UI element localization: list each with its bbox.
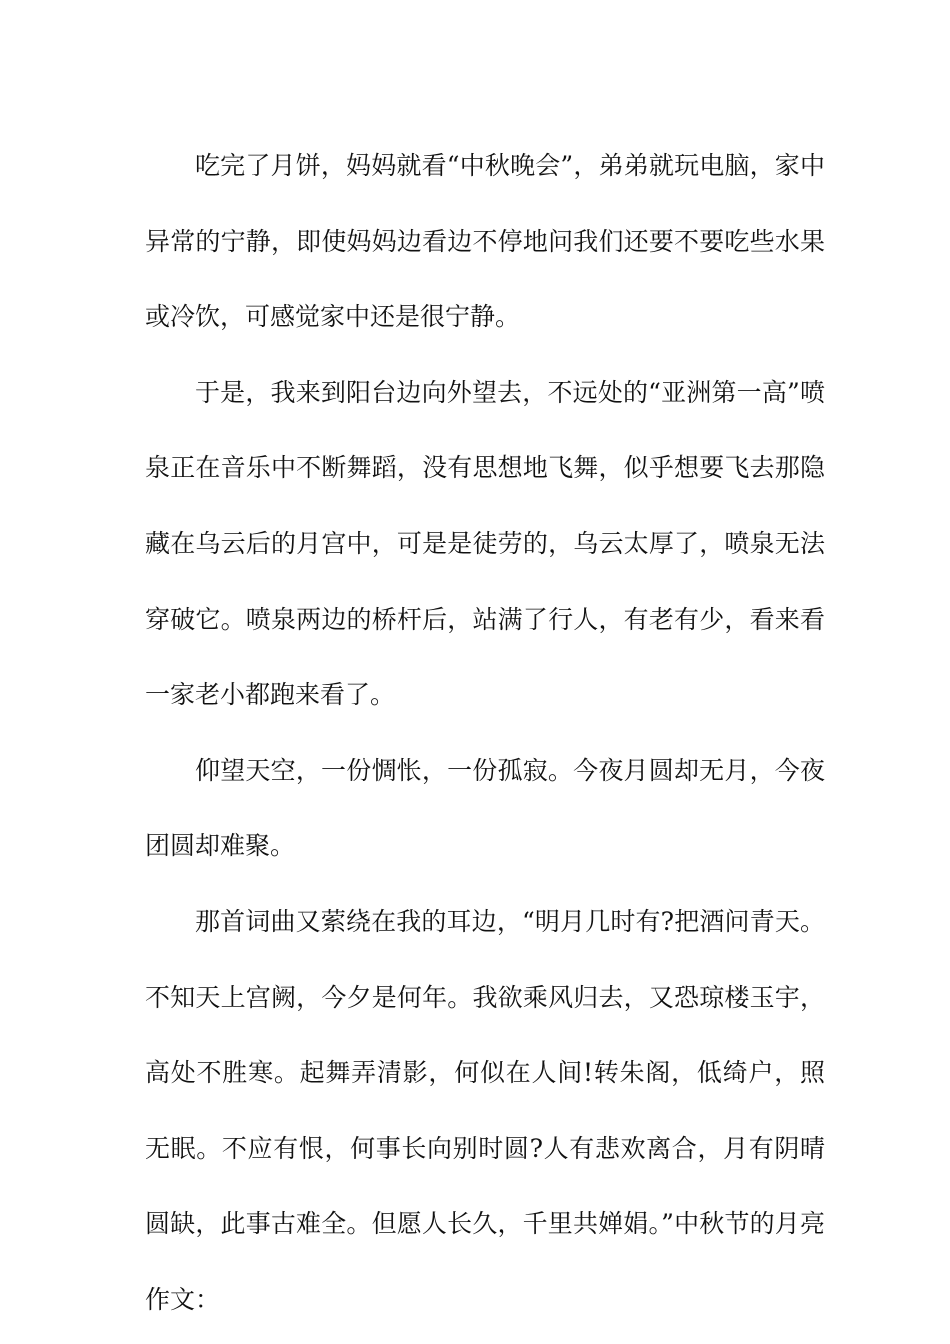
paragraph-3: 仰望天空，一份惆怅，一份孤寂。今夜月圆却无月，今夜团圆却难聚。 xyxy=(145,755,825,861)
paragraph-2: 于是，我来到阳台边向外望去，不远处的“亚洲第一高”喷泉正在音乐中不断舞蹈，没有思想地飞舞，似乎想要飞去那隐藏在乌云后的月宫中，可是是徒劳的，乌云太厚了，喷泉无法穿破它。喷泉两边的桥杆后，站满了行人，有老有少，看来看一家老小都跑来看了。 xyxy=(145,377,825,710)
paragraph-4: 那首词曲又萦绕在我的耳边，“明月几时有?把酒问青天。不知天上宫阙，今夕是何年。我欲乘风归去，又恐琼楼玉宇，高处不胜寒。起舞弄清影，何似在人间!转朱阁，低绮户，照无眠。不应有恨，何事长向别时圆?人有悲欢离合，月有阴晴圆缺，此事古难全。但愿人长久，千里共婵娟。”中秋节的月亮作文： xyxy=(145,906,825,1314)
paragraph-1: 吃完了月饼，妈妈就看“中秋晚会”，弟弟就玩电脑，家中异常的宁静，即使妈妈边看边不停地问我们还要不要吃些水果或冷饮，可感觉家中还是很宁静。 xyxy=(145,151,825,332)
document-body xyxy=(145,128,825,1338)
